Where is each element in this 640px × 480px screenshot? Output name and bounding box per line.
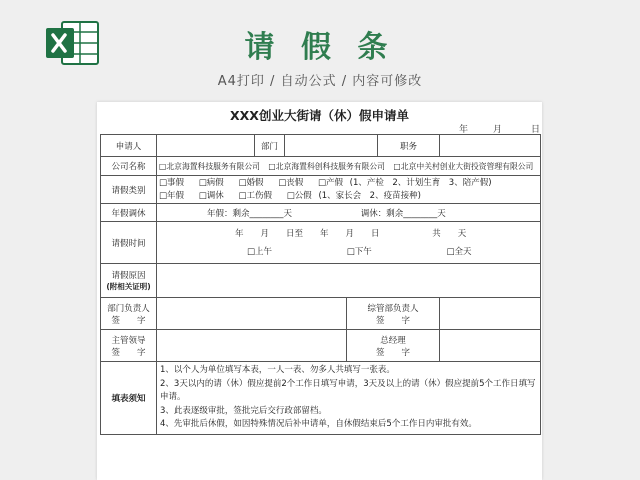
reason-field[interactable] [157,264,541,298]
total-days[interactable]: 共 天 [432,228,467,239]
reason-note: (附相关证明) [106,282,151,291]
page-subtitle: A4打印 / 自动公式 / 内容可修改 [217,74,423,89]
supervisor-sign-label: 签 字 [111,347,146,358]
gm-sign-field[interactable] [440,330,541,362]
leave-type-public[interactable]: □公假 [286,190,312,201]
leave-type-sick[interactable]: □病假 [198,177,224,188]
supervisor-label: 主管领导 [111,335,146,346]
leave-type-public-note: (1、家长会 2、疫苗接种) [318,190,421,201]
note-item: 4、先审批后休假，如因特殊情况后补申请单，自休假结束后5个工作日内审批有效。 [160,419,477,429]
company-options [157,157,541,176]
note-item: 3、此表逐级审批，签批完后交行政部留档。 [160,405,327,416]
admin-head-sign-label: 签 字 [375,315,410,326]
dept-head-label: 部门负责人 [107,303,150,314]
leave-form-table [100,134,541,435]
time-label: 请假时间 [101,222,157,264]
leave-type-maternity[interactable]: □产假 [317,177,343,188]
date-day: 日 [531,125,541,135]
leave-type-personal[interactable]: □事假 [159,177,185,188]
pm-option[interactable]: □下午 [346,246,372,257]
dept-head-sign-field[interactable] [157,298,347,330]
notes-label: 填表须知 [101,362,157,435]
company-option-zgc-street[interactable]: □北京中关村创业大街投资管理有限公司 [393,161,534,171]
gm-label-cell [347,330,440,362]
reason-label-cell [101,264,157,298]
admin-head-sign-field[interactable] [440,298,541,330]
note-item: 1、以个人为单位填写本表，一人一表、勿多人共填写一张表。 [160,365,395,375]
leave-type-injury[interactable]: □工伤假 [238,190,273,201]
company-option-haizhi-kechuang[interactable]: □北京海置科创科技服务有限公司 [268,161,385,171]
comp-remaining[interactable]: 调休：剩余________天 [360,208,446,219]
department-field[interactable] [285,135,378,157]
dept-head-sign-label: 签 字 [111,315,146,326]
annual-remaining[interactable]: 年假：剩余________天 [207,208,293,219]
company-option-haizhi[interactable]: □北京海置科技服务有限公司 [159,161,260,171]
time-field [157,222,541,264]
position-label: 职务 [378,135,440,157]
note-item: 2、3天以内的请（休）假应提前2个工作日填写申请，3天及以上的请（休）假应提前5个工作日填写申请。 [160,378,536,402]
applicant-label: 申请人 [101,135,157,157]
fullday-option[interactable]: □全天 [446,246,472,257]
date-year: 年 [459,125,469,135]
supervisor-label-cell [101,330,157,362]
time-range[interactable]: 年 月 日至 年 月 日 [235,228,380,239]
gm-label: 总经理 [380,335,406,346]
gm-sign-label: 签 字 [375,347,410,358]
leave-type-bereavement[interactable]: □丧假 [278,177,304,188]
leave-type-marriage[interactable]: □婚假 [238,177,264,188]
leave-type-comp[interactable]: □调休 [198,190,224,201]
form-title: XXX创业大街请（休）假申请单 [230,108,409,123]
page-title: 请 假 条 [244,30,396,65]
notes-content [157,362,541,435]
department-label: 部门 [255,135,285,157]
reason-label: 请假原因 [111,271,146,281]
am-option[interactable]: □上午 [247,246,273,257]
annual-field [157,204,541,222]
admin-head-label-cell [347,298,440,330]
company-label: 公司名称 [101,157,157,176]
date-month: 月 [493,125,503,135]
leave-form-sheet [97,102,542,480]
applicant-field[interactable] [157,135,255,157]
leave-type-label: 请假类别 [101,176,157,204]
annual-label: 年假调休 [101,204,157,222]
leave-type-options [157,176,541,204]
admin-head-label: 综管部负责人 [367,303,419,314]
leave-type-annual[interactable]: □年假 [159,190,185,201]
supervisor-sign-field[interactable] [157,330,347,362]
leave-type-maternity-note: (1、产检 2、计划生育 3、陪产假) [349,177,492,188]
position-field[interactable] [440,135,541,157]
dept-head-label-cell [101,298,157,330]
